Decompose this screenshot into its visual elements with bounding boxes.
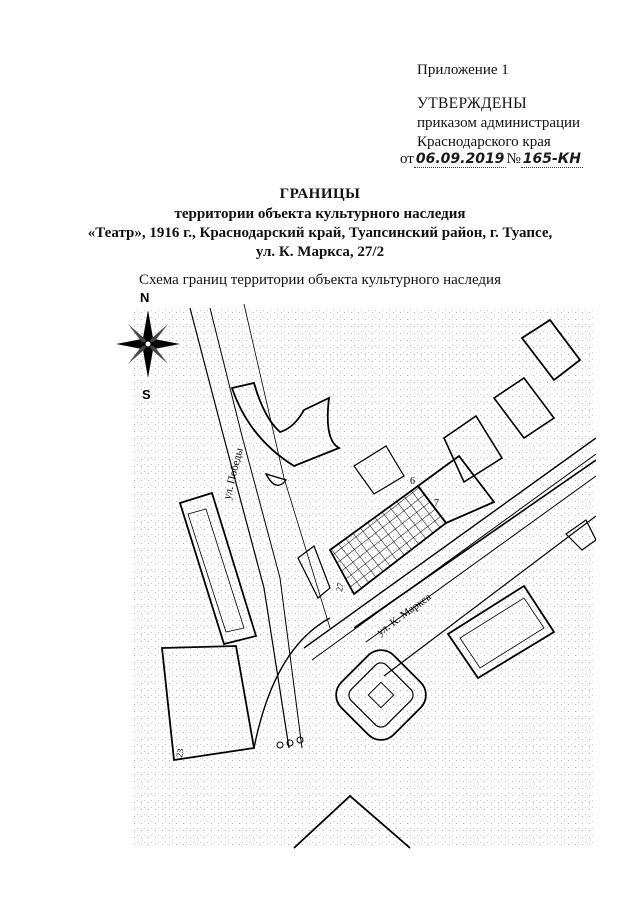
compass-south-label: S: [142, 387, 151, 402]
order-line-2: Краснодарского края: [417, 134, 551, 150]
street-label-pobedy: ул. Победы: [221, 446, 246, 501]
order-date: 06.09.2019: [415, 151, 505, 167]
approved-label: УТВЕРЖДЕНЫ: [417, 95, 527, 112]
boundary-scheme-map: [104, 288, 596, 850]
point-label-6: 6: [410, 476, 415, 487]
title-line-1: территории объекта культурного наследия: [174, 206, 466, 222]
compass-north-label: N: [140, 290, 150, 305]
title-line-2: «Театр», 1916 г., Краснодарский край, Туапсинский район, г. Туапсе,: [87, 225, 553, 241]
number-prefix: №: [506, 151, 521, 167]
house-number-23: 23: [174, 747, 186, 759]
date-prefix: от: [400, 151, 414, 167]
scheme-title: Схема границ территории объекта культурного наследия: [139, 272, 501, 288]
street-label-marksa: ул. К. Маркса: [374, 591, 434, 639]
order-date-number: [400, 151, 583, 168]
title-line-3: ул. К. Маркса, 27/2: [255, 244, 385, 260]
document-title: ГРАНИЦЫ: [279, 186, 361, 202]
order-number: 165-КН: [522, 151, 581, 167]
house-number-27: 27: [334, 581, 346, 593]
point-label-7: 7: [434, 498, 439, 509]
order-line-1: приказом администрации: [417, 115, 581, 131]
appendix-label: Приложение 1: [417, 62, 509, 78]
